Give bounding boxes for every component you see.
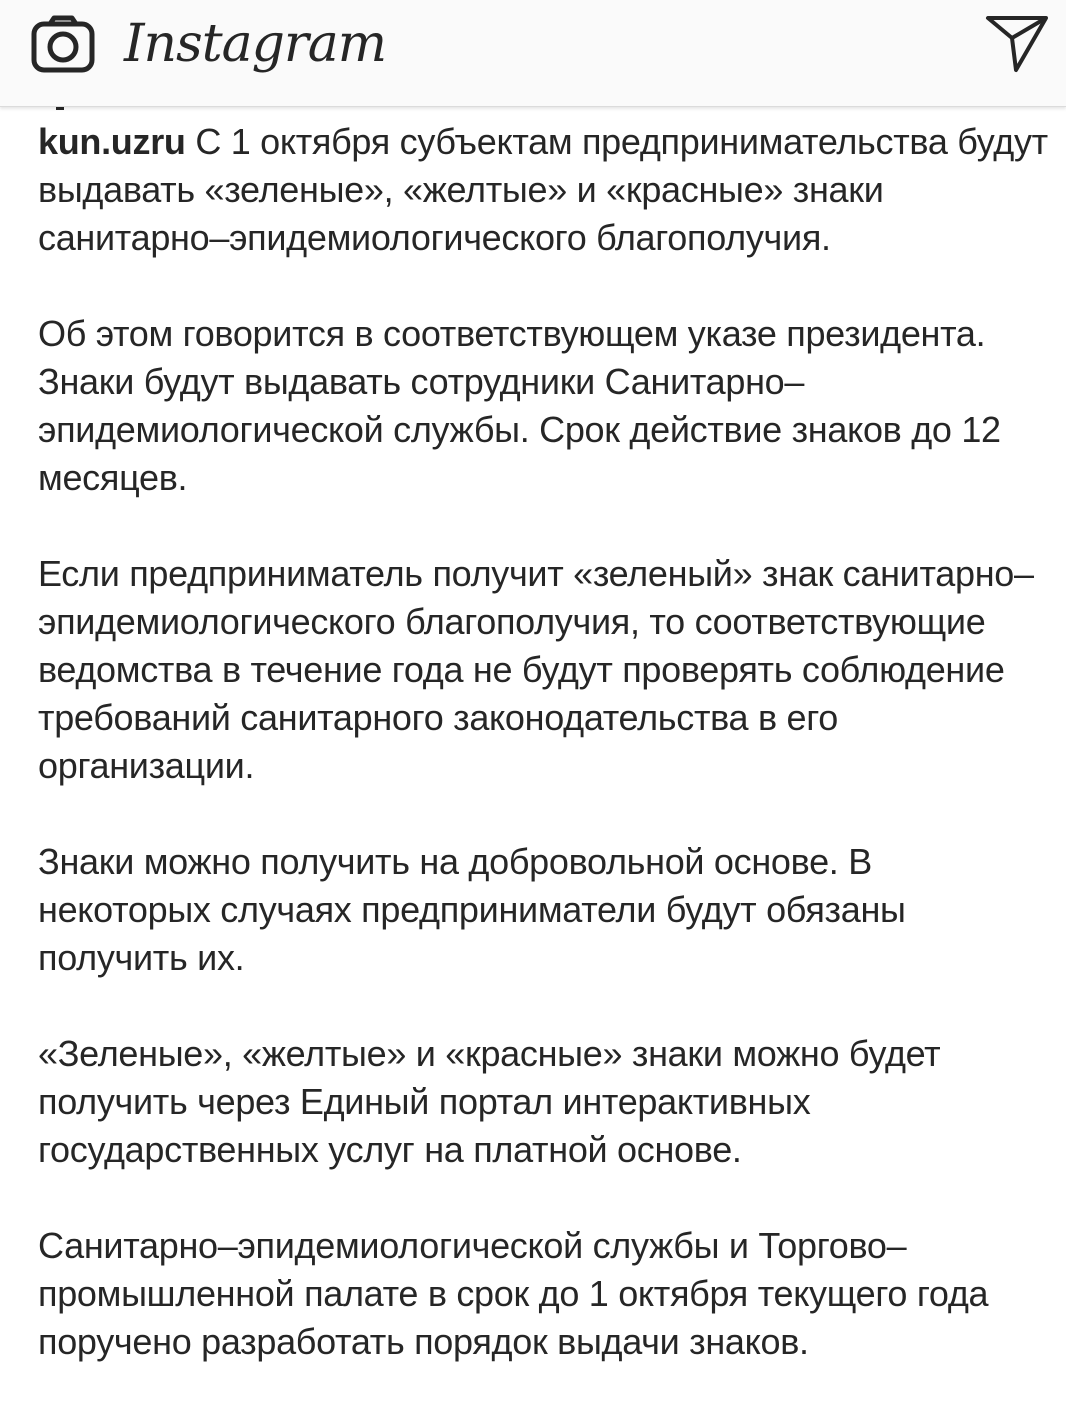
caption-paragraph (38, 118, 1048, 262)
caption-paragraph: Санитарно–эпидемиологической службы и Торгово–промышленной палате в срок до 1 октября текущего года поручено разработать порядок выдачи знаков. (38, 1225, 989, 1362)
post-caption (38, 118, 1048, 1414)
previous-line-fragment (0, 106, 1066, 114)
caption-paragraph: «Зеленые», «желтые» и «красные» знаки можно будет получить через Единый портал интерактивных государственных услуг на платной основе. (38, 1033, 941, 1170)
paper-plane-icon[interactable] (984, 12, 1050, 74)
caption-paragraph: Знаки можно получить на добровольной основе. В некоторых случаях предприниматели будут обязаны получить их. (38, 841, 906, 978)
instagram-logo[interactable]: Instagram (124, 14, 387, 74)
caption-paragraph: Об этом говорится в соответствующем указе президента. Знаки будут выдавать сотрудники Санитарно–эпидемиологической службы. Срок действие знаков до 12 месяцев. (38, 313, 1001, 498)
camera-icon[interactable] (30, 14, 96, 76)
caption-text: С 1 октября субъектам предпринимательства будут выдавать «зеленые», «желтые» и «красные» знаки санитарно–эпидемиологического благополучия. (38, 121, 1048, 258)
top-navigation-bar (0, 0, 1066, 107)
caption-paragraph: Если предприниматель получит «зеленый» знак санитарно–эпидемиологического благополучия, то соответствующие ведомства в течение года не будут проверять соблюдение требований санитарного законодательства в его организации. (38, 553, 1034, 786)
username-link[interactable]: kun.uzru (38, 121, 186, 162)
